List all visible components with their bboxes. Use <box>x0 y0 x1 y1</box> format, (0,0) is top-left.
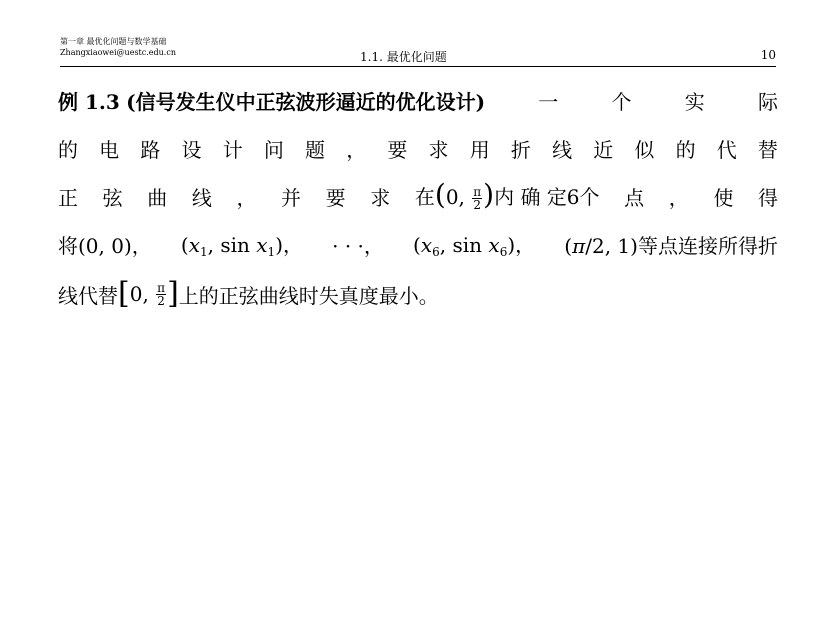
interval-open: 在(0, $\frac{\pi}{2}$ )内 确 定6个 <box>414 178 600 212</box>
header-rule <box>60 66 776 67</box>
char: 要 <box>387 137 408 162</box>
chapter-title: 第一章 最优化问题与数学基础 <box>60 37 167 46</box>
ellipsis: · · ·， <box>332 233 384 258</box>
char: 替 <box>757 137 778 162</box>
char: 问 <box>263 137 284 162</box>
char: ， <box>668 185 689 210</box>
char: 要 <box>325 185 346 210</box>
line-2 <box>58 128 778 168</box>
line-3 <box>58 176 778 216</box>
char: 线 <box>191 185 212 210</box>
author-email: Zhangxiaowei@uestc.edu.cn <box>60 48 176 57</box>
pi-over-two: $\frac{\pi}{2}$ <box>473 185 482 212</box>
char: 设 <box>181 137 202 162</box>
char: 题 <box>305 137 326 162</box>
char: 折 <box>510 137 531 162</box>
line-5: 线代替 [ 0 , $\frac{\pi}{2}$ ] 上的正弦曲线时失真度最小。 <box>58 276 439 311</box>
char: 个 <box>611 89 632 114</box>
char: 似 <box>634 137 655 162</box>
char: 求 <box>370 185 391 210</box>
section-title: 1.1. 最优化问题 <box>360 50 447 64</box>
char: 一 <box>538 89 559 114</box>
char: ， <box>236 185 257 210</box>
page-number: 10 <box>760 48 776 62</box>
example-heading <box>58 86 485 115</box>
point-end: (π/2, 1)等点连接所得折 <box>564 233 778 258</box>
char: ， <box>346 137 367 162</box>
header-left <box>60 36 176 58</box>
char: 用 <box>469 137 490 162</box>
example-label: 例 1.3 <box>58 89 120 114</box>
char: 点 <box>624 185 645 210</box>
char: 并 <box>281 185 302 210</box>
point-x6: ($x_6$, $\sin x_6$)， <box>413 233 536 259</box>
char: 弦 <box>102 185 123 210</box>
char: 际 <box>758 89 778 114</box>
char: 实 <box>684 89 705 114</box>
pi-over-two: $\frac{\pi}{2}$ <box>157 280 166 308</box>
line-4 <box>58 224 778 264</box>
char: 计 <box>222 137 243 162</box>
char: 得 <box>757 185 778 210</box>
char: 的 <box>58 137 78 162</box>
char: 近 <box>593 137 614 162</box>
example-title: (信号发生仪中正弦波形逼近的优化设计) <box>126 89 486 114</box>
line-1 <box>58 80 778 120</box>
point-x1: ($x_1$, $\sin x_1$)， <box>180 233 303 259</box>
char: 路 <box>140 137 161 162</box>
page-header <box>60 36 776 66</box>
char: 使 <box>713 185 734 210</box>
char: 线 <box>552 137 573 162</box>
char: 曲 <box>147 185 168 210</box>
char: 代 <box>716 137 737 162</box>
char: 电 <box>99 137 120 162</box>
point-list: 将(0, 0)， <box>58 233 152 258</box>
char: 正 <box>58 185 78 210</box>
char: 的 <box>675 137 696 162</box>
char: 求 <box>428 137 449 162</box>
